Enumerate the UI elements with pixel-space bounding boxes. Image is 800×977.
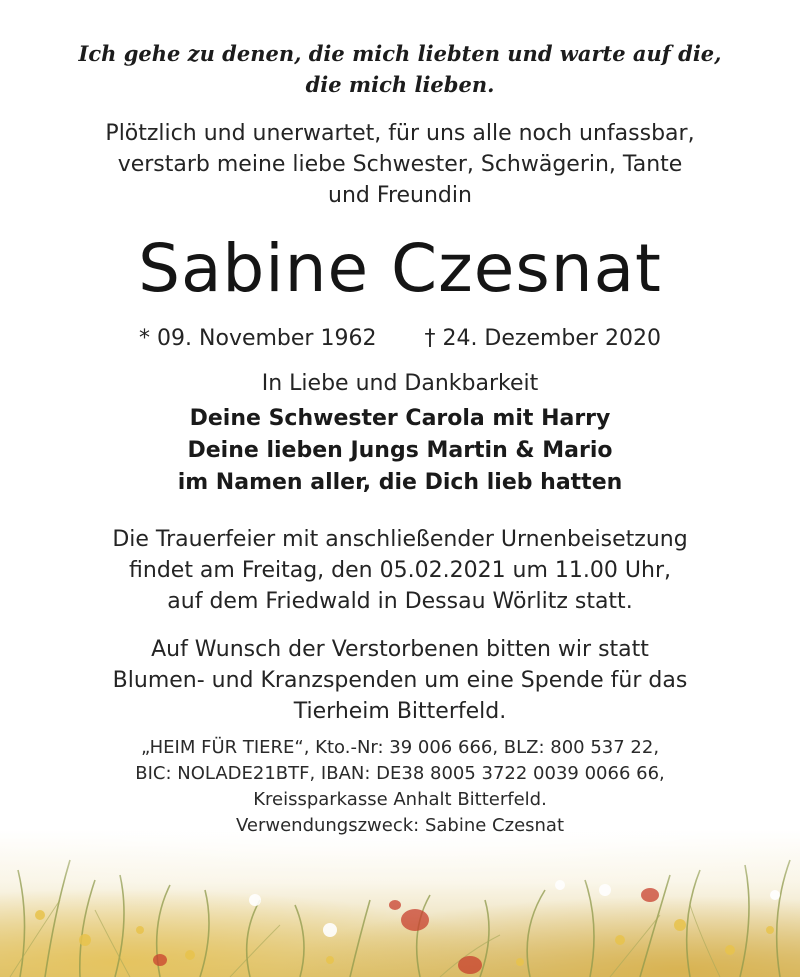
announcement-line: und Freundin [328, 183, 472, 208]
deceased-name: Sabine Czesnat [138, 230, 662, 307]
bank-line: „HEIM FÜR TIERE“, Kto.-Nr: 39 006 666, BLZ: 800 537 22, [140, 737, 660, 758]
donation-request [0, 634, 800, 727]
funeral-line: Die Trauerfeier mit anschließender Urnenbeisetzung [112, 527, 688, 552]
motto-quote [0, 38, 800, 100]
motto-line: Ich gehe zu denen, die mich liebten und warte auf die, [78, 41, 722, 66]
bank-line: BIC: NOLADE21BTF, IBAN: DE38 8005 3722 0039 0066 66, [135, 763, 665, 784]
death-date: † 24. Dezember 2020 [424, 326, 661, 351]
death-announcement [0, 118, 800, 211]
mourner-line: Deine Schwester Carola mit Harry [189, 406, 611, 431]
announcement-line: Plötzlich und unerwartet, für uns alle noch unfassbar, [105, 121, 695, 146]
donation-line: Blumen- und Kranzspenden um eine Spende für das [112, 668, 688, 693]
funeral-line: findet am Freitag, den 05.02.2021 um 11.00 Uhr, [129, 558, 671, 583]
birth-date: * 09. November 1962 [139, 326, 377, 351]
mourners-list [0, 403, 800, 499]
announcement-line: verstarb meine liebe Schwester, Schwägerin, Tante [117, 152, 683, 177]
bank-line: Verwendungszweck: Sabine Czesnat [235, 815, 565, 836]
donation-line: Tierheim Bitterfeld. [293, 699, 507, 724]
bank-details [0, 735, 800, 839]
motto-line: die mich lieben. [305, 72, 495, 97]
life-dates [0, 324, 800, 354]
mourner-line: im Namen aller, die Dich lieb hatten [177, 470, 623, 495]
mourner-line: Deine lieben Jungs Martin & Mario [187, 438, 613, 463]
funeral-details [0, 524, 800, 617]
funeral-line: auf dem Friedwald in Dessau Wörlitz statt. [167, 589, 633, 614]
mourners-intro: In Liebe und Dankbarkeit [261, 371, 539, 396]
bank-line: Kreissparkasse Anhalt Bitterfeld. [253, 789, 547, 810]
donation-line: Auf Wunsch der Verstorbenen bitten wir statt [151, 637, 649, 662]
